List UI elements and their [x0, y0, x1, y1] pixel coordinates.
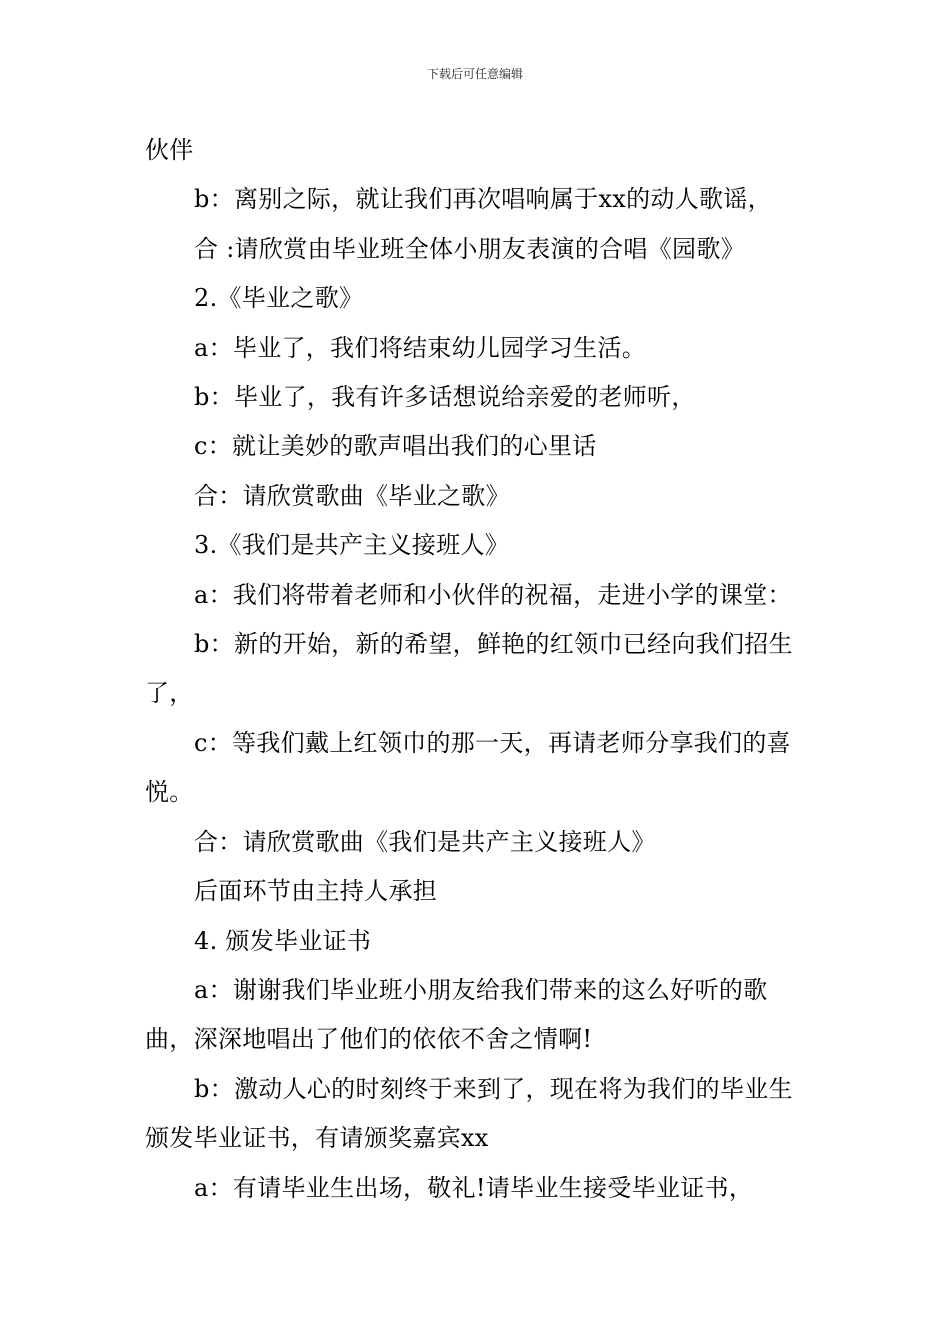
paragraph: a：我们将带着老师和小伙伴的祝福，走进小学的课堂：	[194, 580, 792, 609]
paragraph: 合：请欣赏歌曲《我们是共产主义接班人》	[194, 827, 656, 856]
paragraph: b：新的开始，新的希望，鲜艳的红领巾已经向我们招生了，	[145, 630, 793, 708]
paragraph: b：毕业了，我有许多话想说给亲爱的老师听，	[194, 383, 696, 412]
paragraph: a：有请毕业生出场，敬礼!请毕业生接受毕业证书，	[194, 1173, 754, 1202]
page-header: 下载后可任意编辑	[426, 67, 523, 81]
paragraph: c：等我们戴上红领巾的那一天，再请老师分享我们的喜悦。	[145, 728, 791, 807]
document-body	[145, 126, 810, 1213]
paragraph: 合：请欣赏歌曲《毕业之歌》	[194, 481, 510, 510]
paragraph: 伙伴	[145, 136, 194, 164]
paragraph: 2.《毕业之歌》	[194, 284, 364, 313]
paragraph: 合 :请欣赏由毕业班全体小朋友表演的合唱《园歌》	[194, 234, 745, 263]
paragraph: b：离别之际，就让我们再次唱响属于xx的动人歌谣，	[194, 185, 772, 214]
paragraph: b：激动人心的时刻终于来到了，现在将为我们的毕业生颁发毕业证书，有请颁奖嘉宾xx	[145, 1074, 793, 1153]
paragraph: 4. 颁发毕业证书	[194, 926, 372, 955]
paragraph: c：就让美妙的歌声唱出我们的心里话	[194, 432, 597, 461]
paragraph: a：毕业了，我们将结束幼儿园学习生活。	[194, 333, 647, 362]
paragraph: 3.《我们是共产主义接班人》	[194, 531, 510, 560]
paragraph: 后面环节由主持人承担	[194, 877, 437, 906]
paragraph: a：谢谢我们毕业班小朋友给我们带来的这么好听的歌曲，深深地唱出了他们的依依不舍之情啊!	[145, 975, 768, 1054]
